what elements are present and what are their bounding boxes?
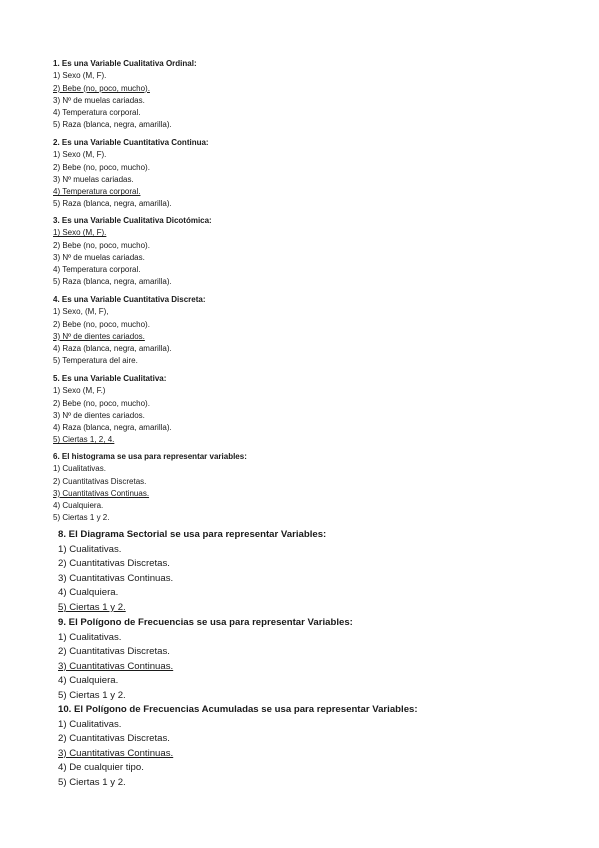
option: 3) Nº de muelas cariadas. [53, 252, 145, 262]
option-correct: 3) Cuantitativas Continuas. [53, 488, 150, 498]
option: 4) Cualquiera. [53, 501, 104, 511]
option: 4) Temperatura corporal. [53, 265, 141, 275]
option: 1) Sexo, (M, F), [53, 307, 109, 317]
option: 1) Cualitativas. [58, 631, 122, 643]
option: 1) Cualitativas. [58, 718, 122, 730]
option: 5) Ciertas 1 y 2. [53, 513, 110, 523]
option-correct: 3) Cuantitativas Continuas. [58, 747, 174, 759]
option-correct: 3) Nº de dientes cariados. [53, 331, 145, 341]
option: 2) Cuantitativas Discretas. [58, 646, 170, 658]
question-title: 4. Es una Variable Cuantitativa Discreta: [53, 295, 206, 304]
question-title: 8. El Diagrama Sectorial se usa para representar Variables: [58, 529, 327, 540]
option: 3) Nº muelas cariadas. [53, 174, 134, 184]
option: 2) Cuantitativas Discretas. [58, 733, 170, 745]
question-title: 1. Es una Variable Cualitativa Ordinal: [53, 59, 197, 68]
option: 5) Raza (blanca, negra, amarilla). [53, 120, 172, 130]
option: 1) Cualitativas. [58, 543, 122, 555]
question-10 [58, 703, 558, 791]
question-9 [58, 616, 558, 704]
option: 2) Bebe (no, poco, mucho). [53, 319, 150, 329]
option: 5) Ciertas 1 y 2. [58, 689, 126, 701]
option-correct: 4) Temperatura corporal. [53, 187, 141, 197]
option-correct: 5) Ciertas 1, 2, 4. [53, 435, 115, 445]
question-title: 9. El Polígono de Frecuencias se usa para representar Variables: [58, 617, 353, 628]
option: 4) Temperatura corporal. [53, 108, 141, 118]
option: 3) Nº de dientes cariados. [53, 410, 145, 420]
option-correct: 3) Cuantitativas Continuas. [58, 660, 174, 672]
option: 3) Cuantitativas Continuas. [58, 572, 174, 584]
question-1 [53, 58, 553, 132]
option: 4) Cualquiera. [58, 587, 119, 599]
option: 4) Raza (blanca, negra, amarilla). [53, 423, 172, 433]
option: 2) Bebe (no, poco, mucho). [53, 398, 150, 408]
question-3 [53, 215, 553, 289]
option: 3) Nº de muelas cariadas. [53, 95, 145, 105]
question-8 [58, 528, 558, 616]
question-title: 5. Es una Variable Cualitativa: [53, 374, 167, 383]
option: 4) Raza (blanca, negra, amarilla). [53, 344, 172, 354]
option: 1) Sexo (M, F). [53, 150, 107, 160]
option: 4) Cualquiera. [58, 675, 119, 687]
question-6 [53, 451, 553, 525]
option-correct: 5) Ciertas 1 y 2. [58, 601, 126, 613]
question-2 [53, 137, 553, 211]
option-correct: 1) Sexo (M, F). [53, 228, 107, 238]
question-title: 6. El histograma se usa para representar variables: [53, 452, 247, 461]
question-4 [53, 294, 553, 368]
option: 2) Cuantitativas Discretas. [53, 476, 147, 486]
question-title: 3. Es una Variable Cualitativa Dicotómica: [53, 216, 212, 225]
option: 5) Raza (blanca, negra, amarilla). [53, 277, 172, 287]
option: 2) Bebe (no, poco, mucho). [53, 162, 150, 172]
option: 2) Bebe (no, poco, mucho). [53, 240, 150, 250]
question-5 [53, 373, 553, 447]
option: 1) Sexo (M, F). [53, 71, 107, 81]
option-correct: 2) Bebe (no, poco, mucho). [53, 83, 150, 93]
option: 2) Cuantitativas Discretas. [58, 558, 170, 570]
option: 5) Ciertas 1 y 2. [58, 776, 126, 788]
question-title: 2. Es una Variable Cuantitativa Continua: [53, 138, 209, 147]
option: 4) De cualquier tipo. [58, 762, 144, 774]
option: 5) Raza (blanca, negra, amarilla). [53, 199, 172, 209]
question-title: 10. El Polígono de Frecuencias Acumuladas se usa para representar Variables: [58, 704, 418, 715]
option: 1) Cualitativas. [53, 464, 106, 474]
option: 1) Sexo (M, F.) [53, 386, 106, 396]
option: 5) Temperatura del aire. [53, 356, 138, 366]
